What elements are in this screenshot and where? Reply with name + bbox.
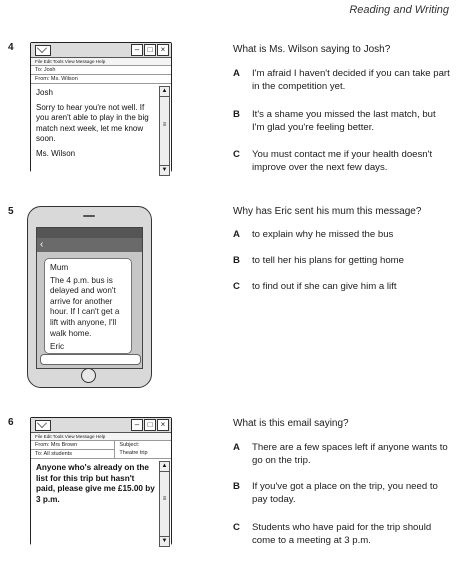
close-icon: × (157, 44, 169, 56)
option-b: B It's a shame you missed the last match, but I'm glad you're feeling better. (233, 109, 436, 133)
back-icon: ‹ (37, 238, 142, 252)
message-text: The 4 p.m. bus is delayed and won't arrive for another hour. If I can't get a lift with anyone, I'll walk home. (50, 275, 120, 338)
minimize-icon: – (131, 44, 143, 56)
window-titlebar (31, 418, 171, 433)
subject-label: Subject: (115, 441, 171, 449)
email-window (30, 417, 172, 545)
message-body (31, 84, 171, 178)
message-text: Sorry to hear you're not well. If you aren't able to play in the big match next week, let me know soon. (36, 103, 149, 143)
status-bar (37, 228, 142, 238)
phone-screen (36, 227, 143, 369)
to-field: To: All students (31, 450, 114, 459)
signature: Eric (50, 342, 65, 352)
menu-bar: File Edit Tools View Message Help (31, 58, 171, 66)
question-text: What is this email saying? (233, 418, 349, 429)
header-fields (31, 441, 171, 459)
from-field: From: Ms. Wilson (31, 75, 171, 84)
from-field: From: Mrs Brown (31, 441, 114, 450)
message-input (40, 354, 141, 365)
option-b: B to tell her his plans for getting home (233, 255, 404, 266)
scroll-up-icon: ▲ (160, 462, 169, 472)
option-c: C to find out if she can give him a lift (233, 281, 397, 292)
option-c: C Students who have paid for the trip should come to a meeting at 3 p.m. (233, 522, 432, 546)
greeting: Mum (50, 263, 69, 272)
maximize-icon: □ (144, 419, 156, 431)
subject-field: Theatre trip (115, 449, 171, 457)
menu-bar: File Edit Tools View Message Help (31, 433, 171, 441)
question-number: 5 (8, 206, 14, 217)
maximize-icon: □ (144, 44, 156, 56)
question-text: What is Ms. Wilson saying to Josh? (233, 44, 391, 55)
to-field: To: Josh (31, 66, 171, 75)
scroll-down-icon: ▼ (161, 538, 168, 544)
envelope-icon (35, 45, 51, 56)
close-icon: × (157, 419, 169, 431)
greeting: Josh (36, 88, 53, 97)
text-message (44, 258, 132, 354)
scrollbar (159, 86, 170, 176)
window-titlebar (31, 43, 171, 58)
message-body (31, 459, 171, 549)
option-b: B If you've got a place on the trip, you need to pay today. (233, 481, 438, 505)
option-a: A I'm afraid I haven't decided if you can take part in the competition yet. (233, 68, 450, 92)
envelope-icon (35, 420, 51, 431)
signature: Ms. Wilson (36, 149, 76, 159)
minimize-icon: – (131, 419, 143, 431)
home-button-icon (81, 368, 96, 383)
speaker-icon (83, 215, 95, 217)
message-text: Anyone who's already on the list for this trip but hasn't paid, please give me £15.00 by 3 p.m. (36, 463, 155, 504)
question-number: 6 (8, 417, 14, 428)
option-c: C You must contact me if your health doesn't improve over the next few days. (233, 149, 433, 173)
option-a: A There are a few spaces left if anyone wants to go on the trip. (233, 442, 448, 466)
scroll-down-icon: ▼ (161, 167, 168, 173)
option-a: A to explain why he missed the bus (233, 229, 394, 240)
section-header: Reading and Writing (349, 4, 449, 16)
email-window (30, 42, 172, 172)
scroll-grip-icon: ≡ (162, 122, 167, 129)
scroll-grip-icon: ≡ (162, 495, 167, 502)
scroll-up-icon: ▲ (160, 87, 169, 97)
question-number: 4 (8, 42, 14, 53)
question-text: Why has Eric sent his mum this message? (233, 206, 422, 217)
scrollbar (159, 461, 170, 547)
phone (27, 206, 152, 388)
